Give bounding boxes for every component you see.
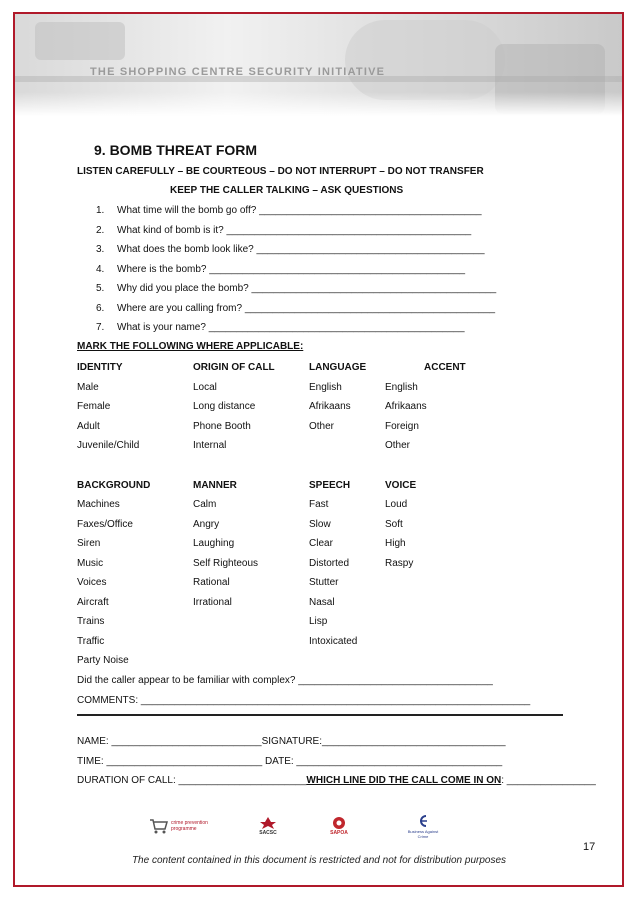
header-banner (15, 14, 622, 116)
table-cell: Faxes/Office (77, 519, 133, 530)
name-signature-line: NAME: ___________________________SIGNATURE:_________________________________ (77, 736, 506, 747)
question-number: 2. (96, 225, 105, 236)
table-cell: Other (309, 421, 335, 432)
footer-disclaimer: The content contained in this document is restricted and not for distribution purposes (131, 855, 507, 866)
column-header: LANGUAGE (309, 362, 367, 373)
question-number: 7. (96, 322, 105, 333)
table-cell: Slow (309, 519, 331, 530)
shopping-cart-icon (149, 818, 169, 834)
question-number: 5. (96, 283, 105, 294)
table-cell: Self Righteous (193, 558, 259, 569)
sapoa-emblem-icon (331, 816, 347, 830)
question-number: 3. (96, 244, 105, 255)
table-cell: Internal (193, 440, 227, 451)
question-text: Where are you calling from? _____________________________________________ (117, 303, 496, 314)
table-cell: Irrational (193, 597, 232, 608)
table-cell: Machines (77, 499, 120, 510)
logo-text: Business Against Crime (407, 829, 439, 839)
table-cell: Music (77, 558, 104, 569)
table-cell: Other (385, 440, 411, 451)
table-cell: High (385, 538, 406, 549)
column-header: SPEECH (309, 480, 351, 491)
table-cell: Traffic (77, 636, 105, 647)
form-title: 9. BOMB THREAT FORM (94, 142, 258, 158)
table-cell: Trains (77, 616, 105, 627)
sacsc-emblem-icon (259, 816, 277, 830)
instruction-line-2: KEEP THE CALLER TALKING – ASK QUESTIONS (170, 185, 404, 196)
question-number: 6. (96, 303, 105, 314)
question-number: 1. (96, 205, 105, 216)
column-header: ACCENT (424, 362, 466, 373)
table-cell: Female (77, 401, 111, 412)
table-cell: Lisp (309, 616, 328, 627)
table-cell: Afrikaans (309, 401, 351, 412)
table-cell: Siren (77, 538, 101, 549)
column-header: MANNER (193, 480, 237, 491)
table-cell: Stutter (309, 577, 339, 588)
which-line-blank: : ________________ (501, 775, 596, 786)
logo-text: SACSC (259, 830, 277, 836)
question-text: What kind of bomb is it? ____________________________________________ (117, 225, 472, 236)
banner-title: THE SHOPPING CENTRE SECURITY INITIATIVE (90, 66, 386, 78)
table-cell: Aircraft (77, 597, 109, 608)
page-number: 17 (583, 841, 596, 853)
column-header: IDENTITY (77, 362, 123, 373)
column-header: BACKGROUND (77, 480, 151, 491)
table-cell: Angry (193, 519, 220, 530)
table-cell: Nasal (309, 597, 335, 608)
comments-line: COMMENTS: ______________________________________________________________________ (77, 695, 531, 706)
question-number: 4. (96, 264, 105, 275)
logo-text: crime prevention programme (171, 820, 208, 832)
table-cell: Phone Booth (193, 421, 251, 432)
bac-emblem-icon (415, 813, 431, 829)
table-cell: Soft (385, 519, 403, 530)
table-cell: Juvenile/Child (77, 440, 140, 451)
table-cell: Long distance (193, 401, 256, 412)
logo-text: SAPOA (330, 830, 348, 836)
question-text: Where is the bomb? ______________________________________________ (117, 264, 466, 275)
table-cell: Adult (77, 421, 100, 432)
table-cell: Foreign (385, 421, 419, 432)
table-cell: Afrikaans (385, 401, 427, 412)
question-text: What does the bomb look like? _________________________________________ (117, 244, 485, 255)
table-cell: Party Noise (77, 655, 129, 666)
table-cell: Voices (77, 577, 107, 588)
table-cell: Calm (193, 499, 217, 510)
time-date-line: TIME: ____________________________ DATE: _____________________________________ (77, 756, 503, 767)
table-cell: Laughing (193, 538, 235, 549)
table-cell: English (309, 382, 342, 393)
table-cell: Clear (309, 538, 333, 549)
duration-label: DURATION OF CALL: _______________________ (77, 775, 307, 786)
question-text: What is your name? ______________________________________________ (117, 322, 465, 333)
question-text: What time will the bomb go off? ________________________________________ (117, 205, 482, 216)
table-cell: Loud (385, 499, 408, 510)
table-cell: Local (193, 382, 217, 393)
table-cell: Intoxicated (309, 636, 358, 647)
instruction-line-1: LISTEN CAREFULLY – BE COURTEOUS – DO NOT INTERRUPT – DO NOT TRANSFER (77, 166, 484, 177)
familiar-question: Did the caller appear to be familiar with complex? ___________________________________ (77, 675, 493, 686)
table-cell: Distorted (309, 558, 350, 569)
which-line-question: WHICH LINE DID THE CALL COME IN ON (306, 775, 502, 786)
sapoa-logo (321, 813, 357, 839)
table-cell: Raspy (385, 558, 414, 569)
table-cell: Rational (193, 577, 230, 588)
table-cell: English (385, 382, 418, 393)
duration-line (77, 775, 596, 787)
divider (77, 714, 563, 716)
sacsc-logo (252, 813, 284, 839)
column-header: ORIGIN OF CALL (193, 362, 275, 373)
business-against-crime-logo (404, 813, 442, 839)
table-cell: Fast (309, 499, 329, 510)
column-header: VOICE (385, 480, 417, 491)
mark-heading: MARK THE FOLLOWING WHERE APPLICABLE: (77, 341, 304, 352)
crime-prevention-logo (148, 813, 210, 839)
table-cell: Male (77, 382, 99, 393)
question-text: Why did you place the bomb? ____________________________________________ (117, 283, 497, 294)
